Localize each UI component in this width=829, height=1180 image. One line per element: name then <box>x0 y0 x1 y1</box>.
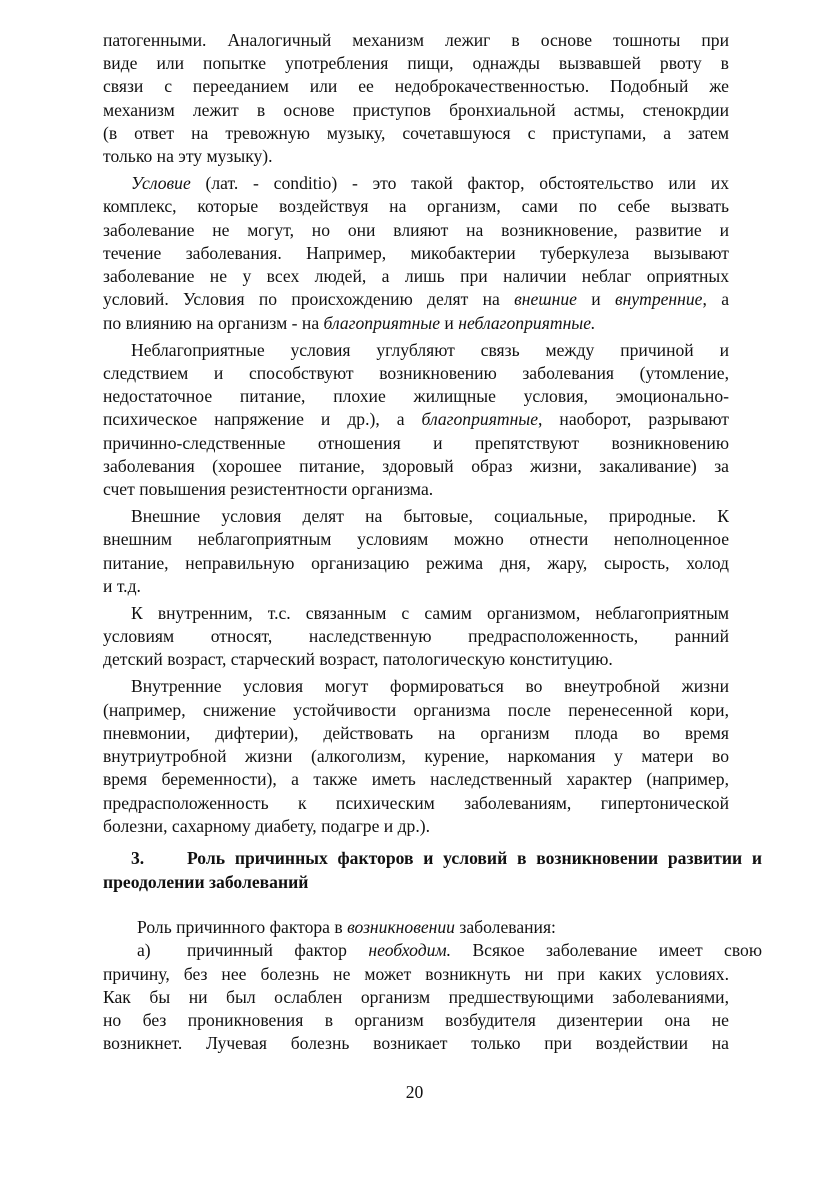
text-line: Роль причинного фактора в возникновении заболевания: <box>137 917 556 937</box>
text-line: условиям относят, наследственную предрасположенность, ранний <box>103 626 729 646</box>
text-line: и т.д. <box>103 576 141 596</box>
text-line: психическое напряжение и др.), а благоприятные, наоборот, разрывают <box>103 409 729 429</box>
list-marker: а) <box>137 940 151 960</box>
text-line: виде или попытке употребления пищи, однажды вызвавшей рвоту в <box>103 53 729 73</box>
text-line: внешним неблагоприятным условиям можно отнести неполноценное <box>103 529 729 549</box>
text-line: причинный фактор необходим. Всякое заболевание имеет свою <box>187 940 762 960</box>
text-line: заболевания (хорошее питание, здоровый образ жизни, закаливание) за <box>103 456 729 476</box>
text-line: время беременности), а также иметь наследственный характер (например, <box>103 769 729 789</box>
text-line: Как бы ни был ослаблен организм предшествующими заболеваниями, <box>103 987 729 1007</box>
text-line: счет повышения резистентности организма. <box>103 479 434 499</box>
text-line: питание, неправильную организацию режима дня, жару, сырость, холод <box>103 553 729 573</box>
text-line: внутриутробной жизни (алкоголизм, курение, наркомания у матери во <box>103 746 729 766</box>
text-line: причинно-следственные отношения и препятствуют возникновению <box>103 433 729 453</box>
text-line: связи с перееданием или ее недоброкачественностью. Подобный же <box>103 76 729 96</box>
text-line: предрасположенность к психическим заболеваниям, гипертонической <box>103 793 729 813</box>
text-line: Внешние условия делят на бытовые, социальные, природные. К <box>131 506 729 526</box>
text-line: условий. Условия по происхождению делят на внешние и внутренние, а <box>103 289 729 309</box>
text-line: но без проникновения в организм возбудителя дизентерии она не <box>103 1010 729 1030</box>
text-line: патогенными. Аналогичный механизм лежиг в основе тошноты при <box>103 30 729 50</box>
text-line: недостаточное питание, плохие жилищные условия, эмоционально- <box>103 386 729 406</box>
text-line: К внутренним, т.с. связанным с самим организмом, неблагоприятным <box>131 603 729 623</box>
text-line: пневмонии, дифтерии), действовать на организм плода во время <box>103 723 729 743</box>
text-line: следствием и способствуют возникновению заболевания (утомление, <box>103 363 729 383</box>
text-line: (например, снижение устойчивости организма после перенесенной кори, <box>103 700 729 720</box>
text-line: механизм лежит в основе приступов бронхиальной астмы, стенокрдии <box>103 100 729 120</box>
section-heading: преодолении заболеваний <box>103 872 309 892</box>
text-line: Неблагоприятные условия углубляют связь между причиной и <box>131 340 729 360</box>
section-heading: Роль причинных факторов и условий в возникновении развитии и <box>187 848 762 868</box>
text-line: заболевание не могут, но они влияют на возникновение, развитие и <box>103 220 729 240</box>
text-line: болезни, сахарному диабету, подагре и др.). <box>103 816 431 836</box>
text-line: по влиянию на организм - на благоприятные и неблагоприятные. <box>103 313 596 333</box>
page-number: 20 <box>405 1082 424 1102</box>
text-line: течение заболевания. Например, микобактерии туберкулеза вызывают <box>103 243 729 263</box>
text-line: заболевание не у всех людей, а лишь при наличии неблаг оприятных <box>103 266 729 286</box>
text-line <box>103 1055 729 1079</box>
text-line: только на эту музыку). <box>103 146 273 166</box>
term-condition: Условие <box>131 173 191 193</box>
text-line: возникнет. Лучевая болезнь возникает только при воздействии на <box>103 1033 729 1053</box>
text-line: Внутренние условия могут формироваться во внеутробной жизни <box>131 676 729 696</box>
text-line: Условие (лат. - conditio) - это такой фактор, обстоятельство или их <box>131 173 729 193</box>
text-line: (в ответ на тревожную музыку, сочетавшуюся с приступами, а затем <box>103 123 729 143</box>
text-line: комплекс, которые воздействуя на организм, сами по себе вызвать <box>103 196 729 216</box>
text-line: причину, без нее болезнь не может возникнуть ни при каких условиях. <box>103 964 729 984</box>
section-number: 3. <box>131 848 145 868</box>
text-line: детский возраст, старческий возраст, патологическую конституцию. <box>103 649 613 669</box>
